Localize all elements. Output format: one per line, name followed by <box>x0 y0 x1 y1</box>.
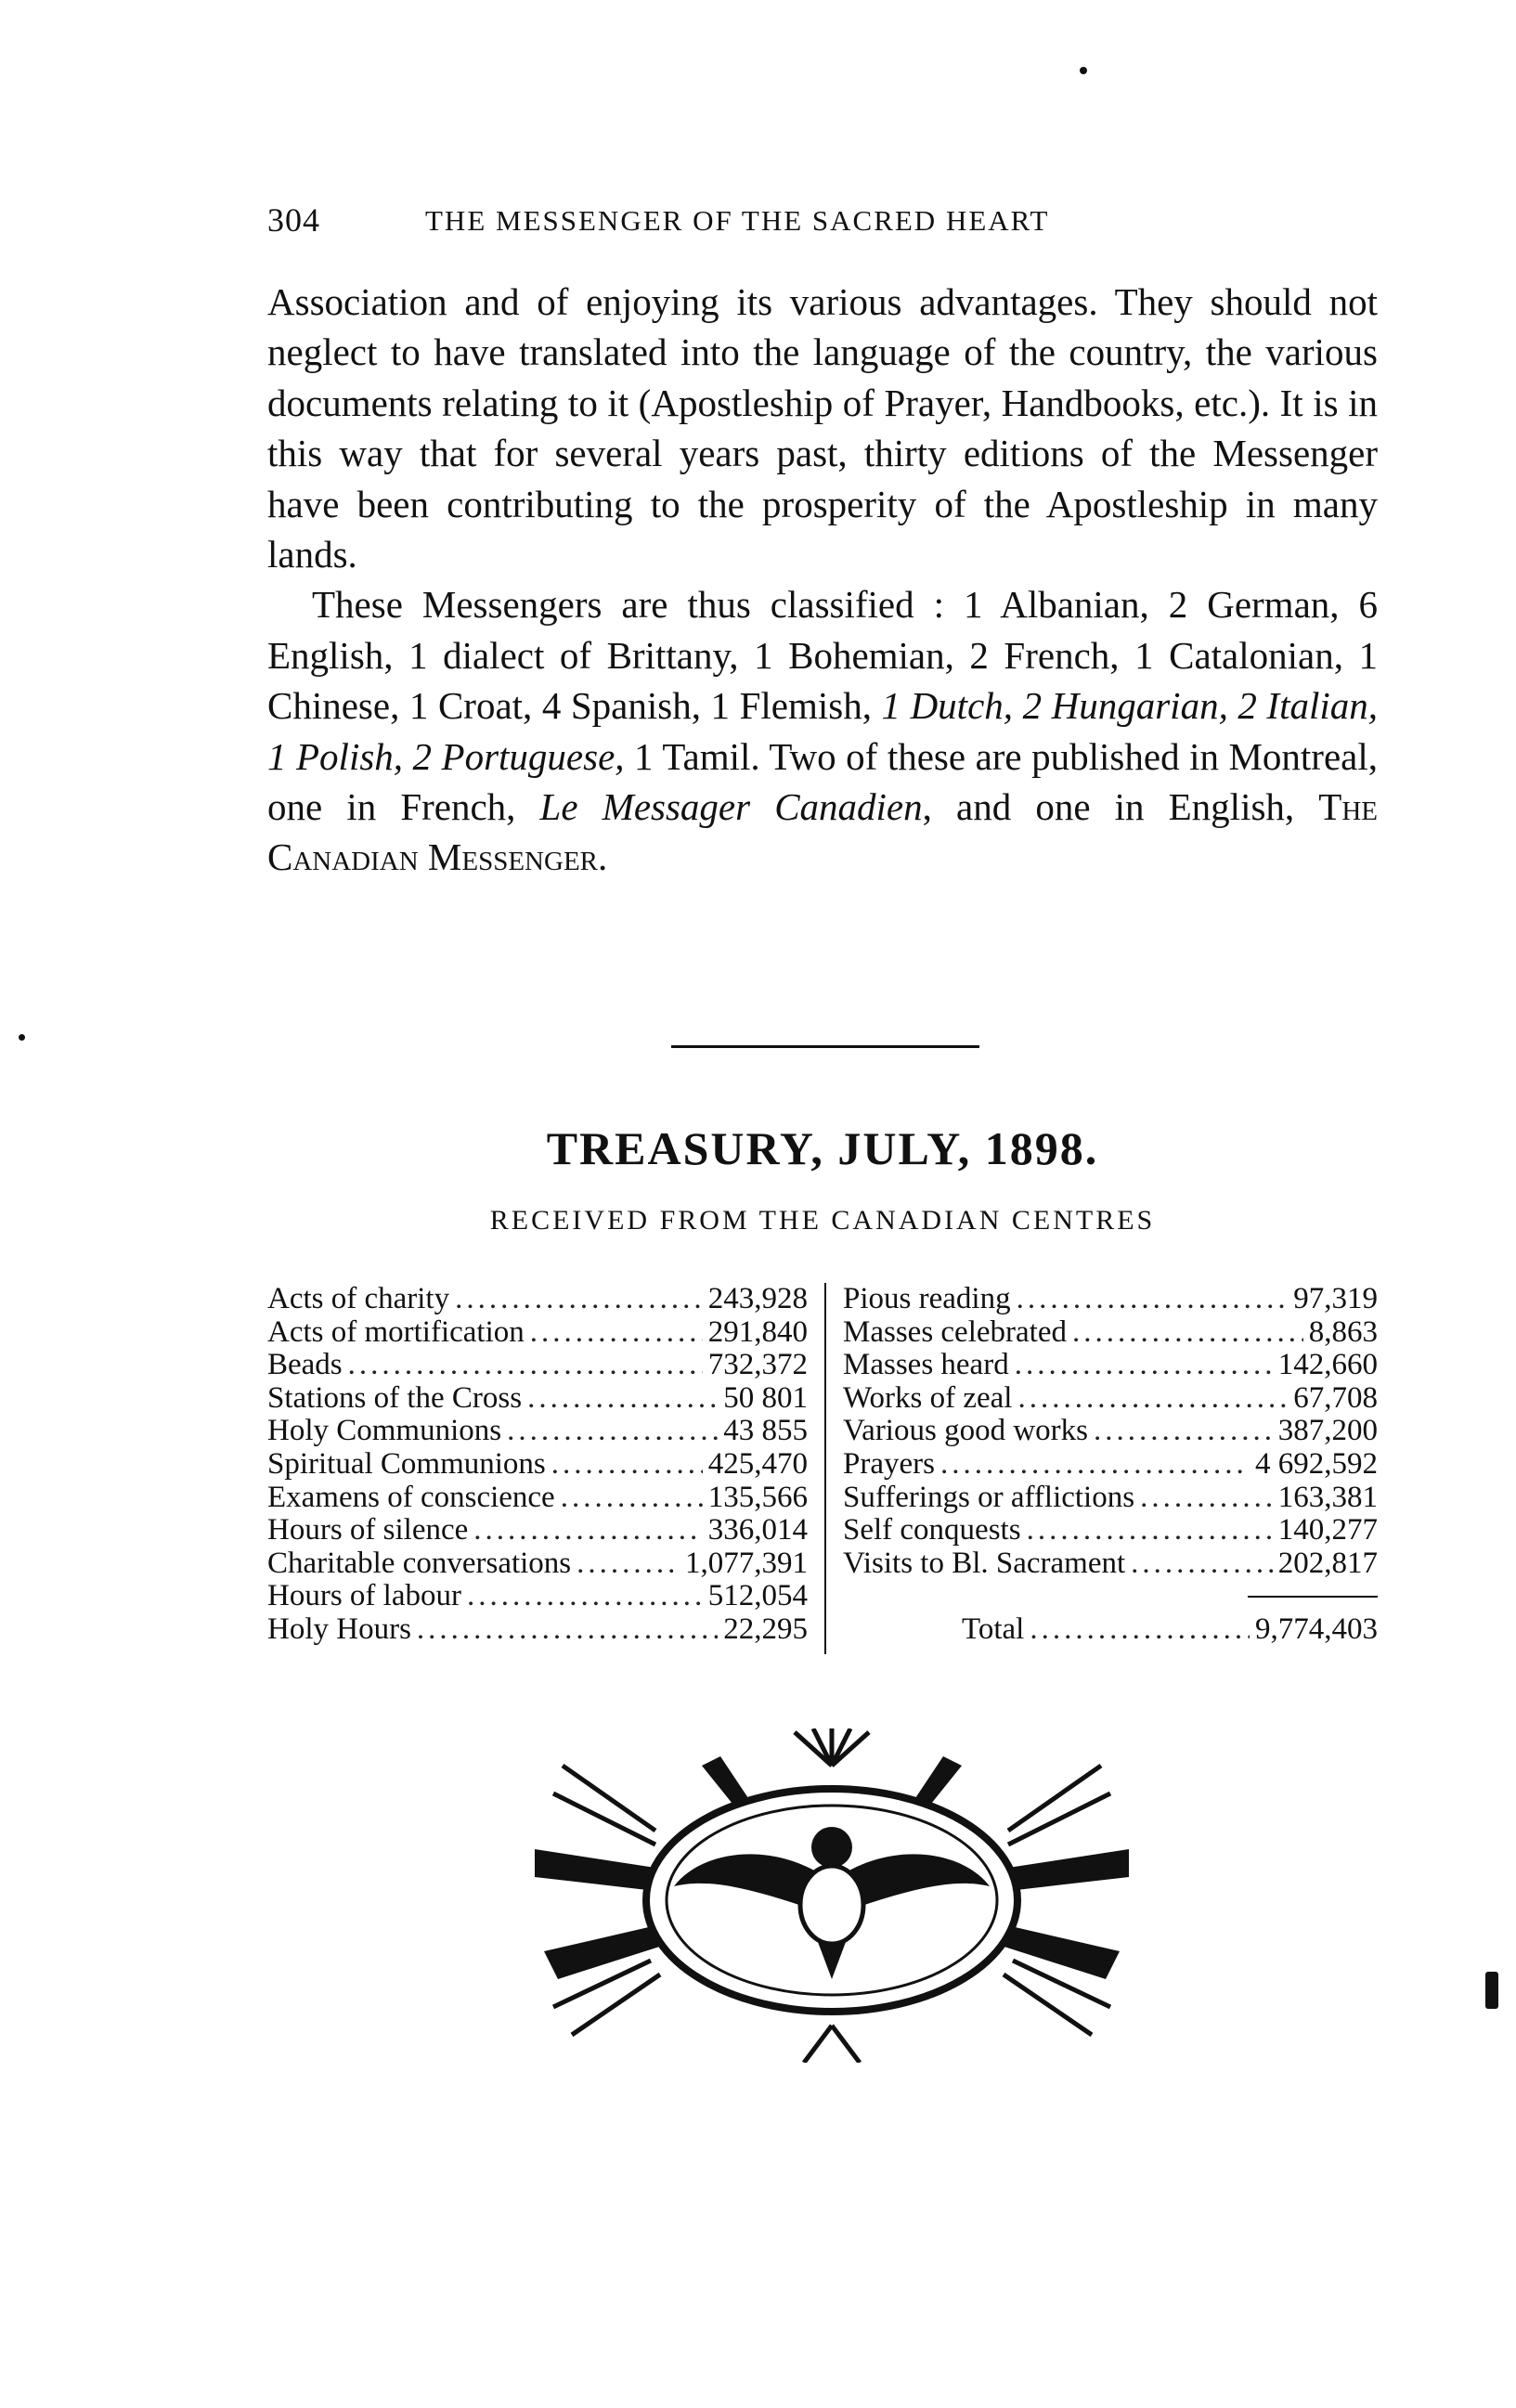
row-label: Works of zeal <box>843 1380 1013 1415</box>
row-value: 135,566 <box>707 1480 808 1514</box>
row-label: Hours of labour <box>267 1579 461 1613</box>
edge-mark <box>1485 1972 1498 2009</box>
leader-dots <box>1017 1283 1289 1316</box>
table-row <box>843 1547 1378 1581</box>
row-value: 387,200 <box>1277 1414 1378 1448</box>
table-row <box>267 1547 808 1581</box>
row-value: 732,372 <box>707 1348 808 1382</box>
leader-dots <box>551 1448 703 1482</box>
canadian-messenger-title: The Canadian Messenger <box>267 785 1378 879</box>
table-row <box>267 1415 808 1448</box>
table-row <box>843 1415 1378 1448</box>
leader-dots <box>561 1482 703 1515</box>
total-rule <box>843 1580 1378 1613</box>
row-value: 97,319 <box>1293 1282 1378 1315</box>
leader-dots <box>473 1514 702 1547</box>
table-row <box>843 1448 1378 1482</box>
row-label: Masses celebrated <box>843 1314 1067 1349</box>
table-row <box>267 1448 808 1482</box>
row-value: 243,928 <box>707 1282 808 1315</box>
leader-dots <box>1131 1547 1273 1581</box>
leader-dots <box>1072 1316 1303 1350</box>
paragraph-2-part-c: 1 Tamil. Two of these are published in Montreal, one in French, <box>267 734 1379 829</box>
row-value: 50 801 <box>723 1380 808 1415</box>
table-row <box>267 1613 808 1647</box>
treasury-subtitle: RECEIVED FROM THE CANADIAN CENTRES <box>489 1205 1156 1236</box>
row-label: Beads <box>267 1348 343 1382</box>
treasury-table-right <box>843 1283 1378 1647</box>
table-row <box>843 1514 1378 1547</box>
table-row <box>843 1482 1378 1515</box>
le-messager-canadien-title: Le Messager Canadien <box>539 785 923 829</box>
table-row <box>267 1514 808 1547</box>
leader-dots <box>527 1382 718 1416</box>
row-value: 291,840 <box>707 1314 808 1349</box>
table-row <box>267 1316 808 1350</box>
running-head <box>267 201 1216 241</box>
speck <box>19 1034 25 1041</box>
paragraph-2-part-e: , and one in English, <box>922 785 1319 829</box>
total-row <box>843 1613 1378 1647</box>
row-value: 142,660 <box>1277 1348 1378 1382</box>
row-label: Various good works <box>843 1414 1088 1448</box>
leader-dots <box>530 1316 703 1350</box>
row-label: Spiritual Communions <box>267 1446 546 1481</box>
paragraph-2-part-b: 1 Dutch, 2 Hungarian, 2 Italian, 1 Polish, 2 Portuguese, <box>267 684 1378 778</box>
leader-dots <box>507 1415 718 1448</box>
row-value: 22,295 <box>723 1612 808 1646</box>
leader-dots <box>348 1349 703 1382</box>
row-value: 1,077,391 <box>685 1546 808 1580</box>
row-label: Charitable conversations <box>267 1546 572 1580</box>
leader-dots <box>417 1613 718 1647</box>
leader-dots <box>455 1283 703 1316</box>
table-row <box>267 1580 808 1613</box>
row-value: 67,708 <box>1293 1380 1378 1415</box>
row-label: Acts of charity <box>267 1282 450 1315</box>
row-label: Sufferings or afflictions <box>843 1480 1135 1514</box>
leader-dots <box>1027 1514 1273 1547</box>
table-row <box>843 1382 1378 1416</box>
page-number: 304 <box>267 201 320 239</box>
row-value: 202,817 <box>1277 1546 1378 1580</box>
treasury-table-left <box>267 1283 808 1647</box>
column-divider <box>824 1283 826 1654</box>
table-row <box>267 1349 808 1382</box>
leader-dots <box>577 1547 680 1581</box>
table-row <box>267 1382 808 1416</box>
row-value: 8,863 <box>1308 1314 1378 1349</box>
row-label: Examens of conscience <box>267 1480 555 1514</box>
paragraph-2 <box>267 579 1378 882</box>
table-row <box>843 1283 1378 1316</box>
row-value: 43 855 <box>723 1414 808 1448</box>
leader-dots <box>467 1580 703 1613</box>
total-value: 9,774,403 <box>1255 1612 1378 1646</box>
section-divider <box>671 1045 979 1048</box>
row-label: Pious reading <box>843 1282 1011 1315</box>
paragraph-2-part-g: . <box>598 835 608 879</box>
leader-dots <box>940 1448 1250 1482</box>
leader-dots <box>1017 1382 1288 1416</box>
row-value: 163,381 <box>1277 1480 1378 1514</box>
table-row <box>267 1482 808 1515</box>
row-value: 512,054 <box>707 1579 808 1613</box>
row-value: 425,470 <box>707 1446 808 1481</box>
row-label: Holy Hours <box>267 1612 411 1646</box>
treasury-title: TREASURY, JULY, 1898. <box>546 1122 1099 1174</box>
table-row <box>843 1349 1378 1382</box>
row-value: 336,014 <box>707 1513 808 1547</box>
paragraph-2-part-a: These Messengers are thus classified : 1 Albanian, 2 German, 6 English, 1 dialect of Brittany, 1 Bohemian, 2 French, 1 Catalonian, 1 Chinese, 1 Croat, 4 Spanish, 1 Flemish, <box>267 583 1378 728</box>
running-title: THE MESSENGER OF THE SACRED HEART <box>425 204 1050 237</box>
paragraph-1: Association and of enjoying its various advantages. They should not neglect to have translated into the language of the country, the various documents relating to it (Apostleship of Prayer, Handbooks, etc.). It is in this way that for several years past, thirty editions of the Messenger have been contributing to the prosperity of the Apostleship in many lands. <box>267 280 1378 576</box>
row-label: Acts of mortification <box>267 1314 525 1349</box>
leader-dots <box>1094 1415 1273 1448</box>
row-label: Masses heard <box>843 1348 1009 1382</box>
leader-dots <box>1030 1613 1250 1647</box>
total-label: Total <box>962 1612 1025 1646</box>
leader-dots <box>1140 1482 1273 1515</box>
row-label: Stations of the Cross <box>267 1380 523 1415</box>
row-label: Visits to Bl. Sacrament <box>843 1546 1126 1580</box>
speck <box>1080 67 1087 74</box>
row-value: 140,277 <box>1277 1513 1378 1547</box>
table-row <box>267 1283 808 1316</box>
leader-dots <box>1015 1349 1273 1382</box>
row-label: Hours of silence <box>267 1513 469 1547</box>
table-row <box>843 1316 1378 1350</box>
row-label: Prayers <box>843 1446 935 1481</box>
row-label: Holy Communions <box>267 1414 502 1448</box>
row-value: 4 692,592 <box>1255 1446 1378 1481</box>
dove-emblem-icon <box>535 1728 1129 2063</box>
body-text <box>267 277 1378 883</box>
row-label: Self conquests <box>843 1513 1021 1547</box>
